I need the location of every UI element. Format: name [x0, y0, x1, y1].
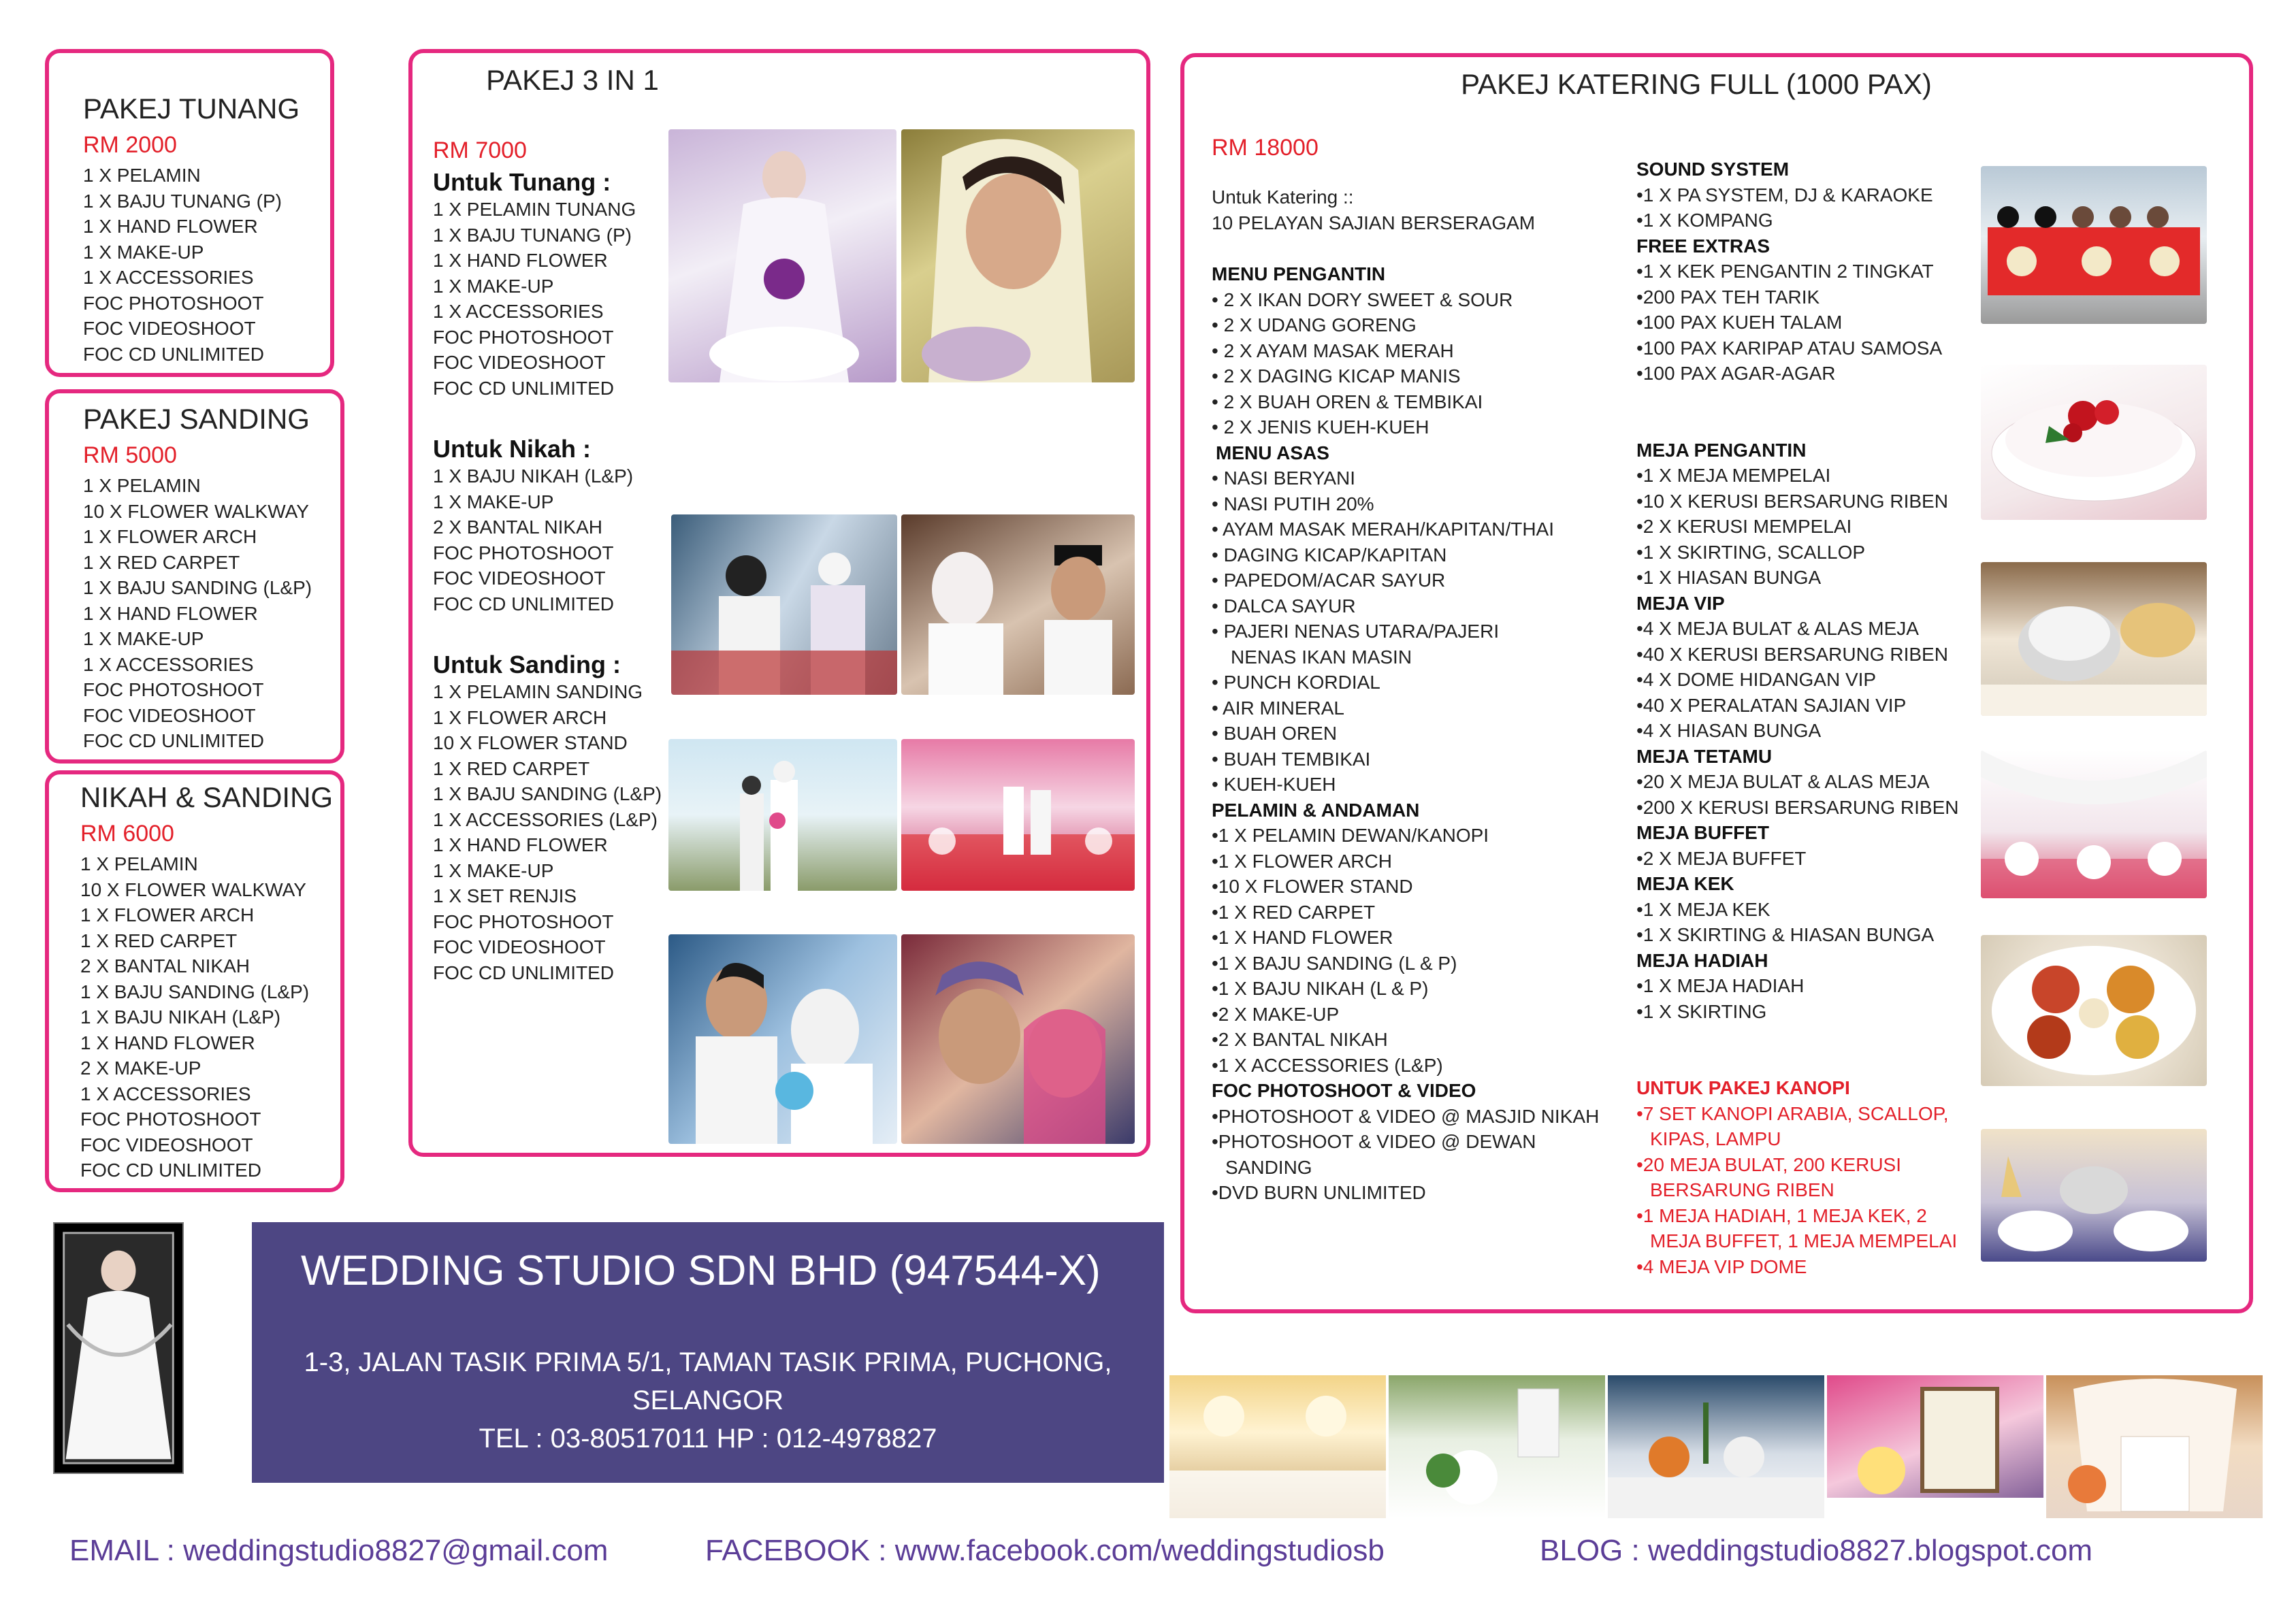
pakej-tunang-price: RM 2000: [83, 132, 177, 158]
list-item: 1 X FLOWER ARCH: [433, 706, 607, 728]
list-item: FOC PHOTOSHOOT: [83, 292, 264, 314]
list-item: 1 X ACCESSORIES (L&P): [433, 808, 658, 830]
sanding-couple-photo: [668, 934, 897, 1144]
tent-hall-photo: [1981, 750, 2207, 898]
pakej-tunang-list: [83, 163, 330, 367]
list-item: •1 X KOMPANG: [1636, 210, 1773, 231]
decor-photo-4: [1827, 1375, 2043, 1518]
list-item: • 2 X IKAN DORY SWEET & SOUR: [1212, 289, 1513, 310]
list-item: • DAGING KICAP/KAPITAN: [1212, 544, 1447, 565]
list-item: 1 X FLOWER ARCH: [83, 526, 257, 547]
list-item: •200 PAX TEH TARIK: [1636, 286, 1820, 308]
list-item: 1 X MAKE-UP: [83, 241, 204, 263]
meja-vip-heading: MEJA VIP: [1636, 592, 1725, 614]
meja-kek-heading: MEJA KEK: [1636, 873, 1734, 894]
list-item: •7 SET KANOPI ARABIA, SCALLOP,: [1636, 1102, 1949, 1124]
list-item: • AIR MINERAL: [1212, 697, 1344, 719]
list-item: •10 X FLOWER STAND: [1212, 876, 1413, 897]
list-item: 10 X FLOWER WALKWAY: [83, 500, 309, 522]
list-item: • 2 X UDANG GORENG: [1212, 314, 1417, 335]
list-item: 1 X SET RENJIS: [433, 885, 577, 906]
bride-photo: [668, 129, 896, 382]
pakej-sanding-title: PAKEJ SANDING: [83, 403, 310, 435]
list-item: • PAJERI NENAS UTARA/PAJERI: [1212, 621, 1500, 642]
pakej-kanopi-heading: UNTUK PAKEJ KANOPI: [1636, 1077, 1850, 1098]
list-item: FOC PHOTOSHOOT: [83, 679, 264, 700]
list-item: Untuk Katering ::: [1212, 186, 1354, 208]
pakej-sanding-price: RM 5000: [83, 442, 177, 468]
list-item: 10 PELAYAN SAJIAN BERSERAGAM: [1212, 212, 1536, 233]
list-item: FOC PHOTOSHOOT: [80, 1109, 261, 1130]
footer-facebook[interactable]: FACEBOOK : www.facebook.com/weddingstudiosb: [705, 1534, 1385, 1567]
list-item: •2 X KERUSI MEMPELAI: [1636, 516, 1852, 537]
list-item: •2 X MEJA BUFFET: [1636, 847, 1807, 869]
list-item: 1 X BAJU NIKAH (L&P): [433, 465, 634, 487]
untuk-sanding-heading: Untuk Sanding :: [433, 651, 621, 678]
list-item: •4 X HIASAN BUNGA: [1636, 720, 1822, 741]
list-item: 1 X MAKE-UP: [83, 628, 204, 649]
list-item: • 2 X AYAM MASAK MERAH: [1212, 340, 1454, 361]
buffet-dome-photo: [1981, 562, 2207, 716]
list-item: 1 X PELAMIN: [83, 165, 201, 186]
pakej-sanding-list: [83, 473, 340, 754]
pakej-3-in-1-price: RM 7000: [433, 137, 527, 163]
list-item: •1 X SKIRTING & HIASAN BUNGA: [1636, 924, 1935, 945]
address-line-2: SELANGOR: [632, 1385, 784, 1415]
list-item: •1 X SKIRTING: [1636, 1000, 1767, 1022]
list-item: FOC VIDEOSHOOT: [433, 352, 606, 373]
company-address: [252, 1343, 1164, 1420]
list-item: •10 X KERUSI BERSARUNG RIBEN: [1636, 490, 1948, 512]
pakej-sanding-box: [45, 389, 344, 764]
sanding-couple-closeup-photo: [901, 934, 1135, 1144]
pakej-3-in-1-text: [433, 133, 662, 985]
list-item: •1 X BAJU SANDING (L & P): [1212, 952, 1457, 974]
list-item: 1 X PELAMIN SANDING: [433, 681, 643, 702]
list-item: •100 PAX AGAR-AGAR: [1636, 363, 1836, 384]
list-item: 1 X BAJU SANDING (L&P): [83, 577, 312, 598]
list-item: 1 X PELAMIN TUNANG: [433, 199, 636, 220]
list-item: FOC CD UNLIMITED: [83, 343, 264, 365]
list-item: FOC VIDEOSHOOT: [433, 568, 606, 589]
list-item: • 2 X BUAH OREN & TEMBIKAI: [1212, 391, 1483, 412]
list-item: NENAS IKAN MASIN: [1231, 646, 1412, 668]
pakej-tunang-box: [45, 49, 334, 377]
pakej-tunang-title: PAKEJ TUNANG: [83, 93, 300, 125]
list-item: • AYAM MASAK MERAH/KAPITAN/THAI: [1212, 519, 1555, 540]
list-item: •20 MEJA BULAT, 200 KERUSI: [1636, 1153, 1902, 1175]
list-item: •2 X BANTAL NIKAH: [1212, 1029, 1388, 1050]
list-item: BERSARUNG RIBEN: [1650, 1179, 1834, 1200]
bride-closeup-photo: [901, 129, 1135, 382]
list-item: 1 X ACCESSORIES: [433, 301, 604, 322]
list-item: •PHOTOSHOOT & VIDEO @ DEWAN: [1212, 1131, 1536, 1152]
nikah-sanding-price: RM 6000: [80, 821, 174, 847]
sound-system-heading: SOUND SYSTEM: [1636, 159, 1790, 180]
nikah-ceremony-photo-2: [901, 514, 1135, 695]
list-item: •1 X SKIRTING, SCALLOP: [1636, 541, 1866, 563]
list-item: •1 X PA SYSTEM, DJ & KARAOKE: [1636, 184, 1933, 206]
list-item: 1 X RED CARPET: [433, 757, 590, 779]
meja-tetamu-heading: MEJA TETAMU: [1636, 745, 1773, 767]
kompang-group-photo: [1981, 166, 2207, 324]
decor-photo-3: [1608, 1375, 1824, 1518]
decor-photo-2: [1389, 1375, 1605, 1518]
sanding-photo-2: [901, 739, 1135, 891]
list-item: 1 X ACCESSORIES: [83, 653, 254, 675]
list-item: 1 X ACCESSORIES: [83, 267, 254, 288]
list-item: • DALCA SAYUR: [1212, 595, 1356, 617]
list-item: •1 X KEK PENGANTIN 2 TINGKAT: [1636, 261, 1934, 282]
list-item: •1 X FLOWER ARCH: [1212, 850, 1392, 872]
company-banner: [252, 1222, 1164, 1483]
list-item: FOC VIDEOSHOOT: [83, 704, 256, 726]
list-item: 1 X PELAMIN: [80, 853, 198, 874]
list-item: • BUAH OREN: [1212, 723, 1338, 744]
list-item: • BUAH TEMBIKAI: [1212, 748, 1371, 770]
list-item: •40 X PERALATAN SAJIAN VIP: [1636, 694, 1907, 716]
list-item: •1 X RED CARPET: [1212, 901, 1376, 923]
list-item: 1 X MAKE-UP: [433, 491, 554, 512]
list-item: SANDING: [1225, 1156, 1312, 1178]
list-item: FOC VIDEOSHOOT: [80, 1134, 253, 1155]
list-item: •1 X BAJU NIKAH (L & P): [1212, 978, 1429, 999]
list-item: • 2 X JENIS KUEH-KUEH: [1212, 416, 1429, 438]
list-item: 1 X BAJU SANDING (L&P): [433, 783, 662, 804]
list-item: • 2 X DAGING KICAP MANIS: [1212, 365, 1461, 387]
list-item: •PHOTOSHOOT & VIDEO @ MASJID NIKAH: [1212, 1105, 1600, 1127]
pakej-katering-price: RM 18000: [1212, 135, 1319, 161]
list-item: • NASI PUTIH 20%: [1212, 493, 1374, 514]
list-item: •4 X MEJA BULAT & ALAS MEJA: [1636, 618, 1919, 639]
footer-blog[interactable]: BLOG : weddingstudio8827.blogspot.com: [1540, 1534, 2093, 1567]
list-item: MEJA BUFFET, 1 MEJA MEMPELAI: [1650, 1230, 1958, 1251]
list-item: FOC PHOTOSHOOT: [433, 910, 614, 932]
company-name: WEDDING STUDIO SDN BHD (947544-X): [301, 1247, 1101, 1294]
list-item: •100 PAX KUEH TALAM: [1636, 312, 1843, 333]
pakej-3-in-1-box: [408, 49, 1150, 1157]
list-item: KIPAS, LAMPU: [1650, 1128, 1781, 1149]
list-item: •1 X HAND FLOWER: [1212, 927, 1393, 948]
wedding-cake-photo: [1981, 365, 2207, 520]
list-item: 2 X BANTAL NIKAH: [80, 955, 250, 977]
list-item: FOC PHOTOSHOOT: [433, 326, 614, 348]
sanding-photo-1: [668, 739, 897, 891]
list-item: FOC CD UNLIMITED: [433, 962, 614, 983]
list-item: FOC CD UNLIMITED: [433, 593, 614, 614]
list-item: •1 X MEJA HADIAH: [1636, 975, 1805, 996]
nikah-sanding-box: [45, 770, 344, 1192]
list-item: 1 X BAJU TUNANG (P): [433, 224, 632, 246]
pelamin-andaman-heading: PELAMIN & ANDAMAN: [1212, 799, 1420, 821]
list-item: FOC PHOTOSHOOT: [433, 542, 614, 563]
list-item: 10 X FLOWER STAND: [433, 732, 628, 753]
list-item: 1 X HAND FLOWER: [433, 250, 608, 271]
meja-pengantin-heading: MEJA PENGANTIN: [1636, 439, 1807, 461]
list-item: FOC CD UNLIMITED: [83, 730, 264, 751]
list-item: 1 X BAJU NIKAH (L&P): [80, 1006, 281, 1028]
list-item: FOC CD UNLIMITED: [80, 1160, 261, 1181]
list-item: •1 MEJA HADIAH, 1 MEJA KEK, 2: [1636, 1204, 1927, 1226]
list-item: 1 X BAJU SANDING (L&P): [80, 981, 310, 1002]
list-item: •20 X MEJA BULAT & ALAS MEJA: [1636, 771, 1930, 792]
list-item: • NASI BERYANI: [1212, 467, 1356, 489]
foc-photoshoot-heading: FOC PHOTOSHOOT & VIDEO: [1212, 1080, 1476, 1101]
list-item: 1 X RED CARPET: [83, 551, 240, 573]
list-item: 10 X FLOWER WALKWAY: [80, 879, 306, 900]
list-item: •100 PAX KARIPAP ATAU SAMOSA: [1636, 337, 1943, 359]
list-item: •4 MEJA VIP DOME: [1636, 1256, 1807, 1277]
list-item: •1 X MEJA MEMPELAI: [1636, 465, 1831, 486]
decor-photo-5: [2046, 1375, 2263, 1518]
list-item: 1 X RED CARPET: [80, 930, 238, 951]
pakej-katering-title: PAKEJ KATERING FULL (1000 PAX): [1461, 68, 1932, 100]
menu-asas-heading: MENU ASAS: [1216, 442, 1329, 463]
list-item: •40 X KERUSI BERSARUNG RIBEN: [1636, 643, 1948, 665]
list-item: 2 X MAKE-UP: [80, 1057, 201, 1079]
list-item: •1 X PELAMIN DEWAN/KANOPI: [1212, 825, 1489, 846]
list-item: • KUEH-KUEH: [1212, 774, 1336, 795]
list-item: 1 X MAKE-UP: [433, 859, 554, 881]
list-item: 1 X ACCESSORIES: [80, 1083, 251, 1104]
decor-photo-1: [1169, 1375, 1386, 1518]
katering-left-column: [1212, 131, 1599, 1206]
list-item: 1 X HAND FLOWER: [83, 216, 258, 237]
list-item: •1 X HIASAN BUNGA: [1636, 567, 1822, 588]
vip-table-photo: [1981, 1129, 2207, 1262]
pakej-3-in-1-title: PAKEJ 3 IN 1: [486, 64, 659, 96]
list-item: • PUNCH KORDIAL: [1212, 672, 1380, 693]
company-phone: TEL : 03-80517011 HP : 012-4978827: [479, 1424, 937, 1454]
nikah-sanding-list: [80, 851, 340, 1183]
meja-buffet-heading: MEJA BUFFET: [1636, 822, 1769, 843]
list-item: 1 X HAND FLOWER: [83, 602, 258, 624]
list-item: 1 X BAJU TUNANG (P): [83, 190, 282, 212]
list-item: 1 X HAND FLOWER: [433, 834, 608, 855]
pakej-katering-box: [1180, 53, 2253, 1313]
list-item: FOC VIDEOSHOOT: [83, 318, 256, 339]
untuk-tunang-heading: Untuk Tunang :: [433, 168, 611, 196]
list-item: FOC VIDEOSHOOT: [433, 936, 606, 957]
food-platter-photo: [1981, 935, 2207, 1086]
meja-hadiah-heading: MEJA HADIAH: [1636, 949, 1768, 971]
address-line-1: 1-3, JALAN TASIK PRIMA 5/1, TAMAN TASIK PRIMA, PUCHONG,: [304, 1347, 1112, 1377]
list-item: • PAPEDOM/ACAR SAYUR: [1212, 570, 1446, 591]
nikah-sanding-title: NIKAH & SANDING: [80, 781, 334, 813]
list-item: 1 X HAND FLOWER: [80, 1032, 255, 1053]
nikah-ceremony-photo-1: [671, 514, 897, 695]
free-extras-heading: FREE EXTRAS: [1636, 235, 1770, 257]
untuk-nikah-heading: Untuk Nikah :: [433, 435, 592, 463]
studio-logo-photo: [53, 1222, 184, 1474]
menu-pengantin-heading: MENU PENGANTIN: [1212, 263, 1386, 284]
footer-email[interactable]: EMAIL : weddingstudio8827@gmail.com: [69, 1534, 609, 1567]
list-item: •2 X MAKE-UP: [1212, 1003, 1340, 1025]
list-item: •1 X ACCESSORIES (L&P): [1212, 1054, 1443, 1076]
list-item: •DVD BURN UNLIMITED: [1212, 1182, 1426, 1203]
list-item: 2 X BANTAL NIKAH: [433, 516, 602, 538]
list-item: •4 X DOME HIDANGAN VIP: [1636, 669, 1877, 690]
katering-middle-column: [1636, 157, 1959, 1279]
list-item: 1 X PELAMIN: [83, 475, 201, 496]
list-item: 1 X MAKE-UP: [433, 275, 554, 297]
list-item: •1 X MEJA KEK: [1636, 898, 1770, 920]
list-item: 1 X FLOWER ARCH: [80, 904, 255, 925]
list-item: FOC CD UNLIMITED: [433, 377, 614, 399]
list-item: •200 X KERUSI BERSARUNG RIBEN: [1636, 796, 1959, 818]
